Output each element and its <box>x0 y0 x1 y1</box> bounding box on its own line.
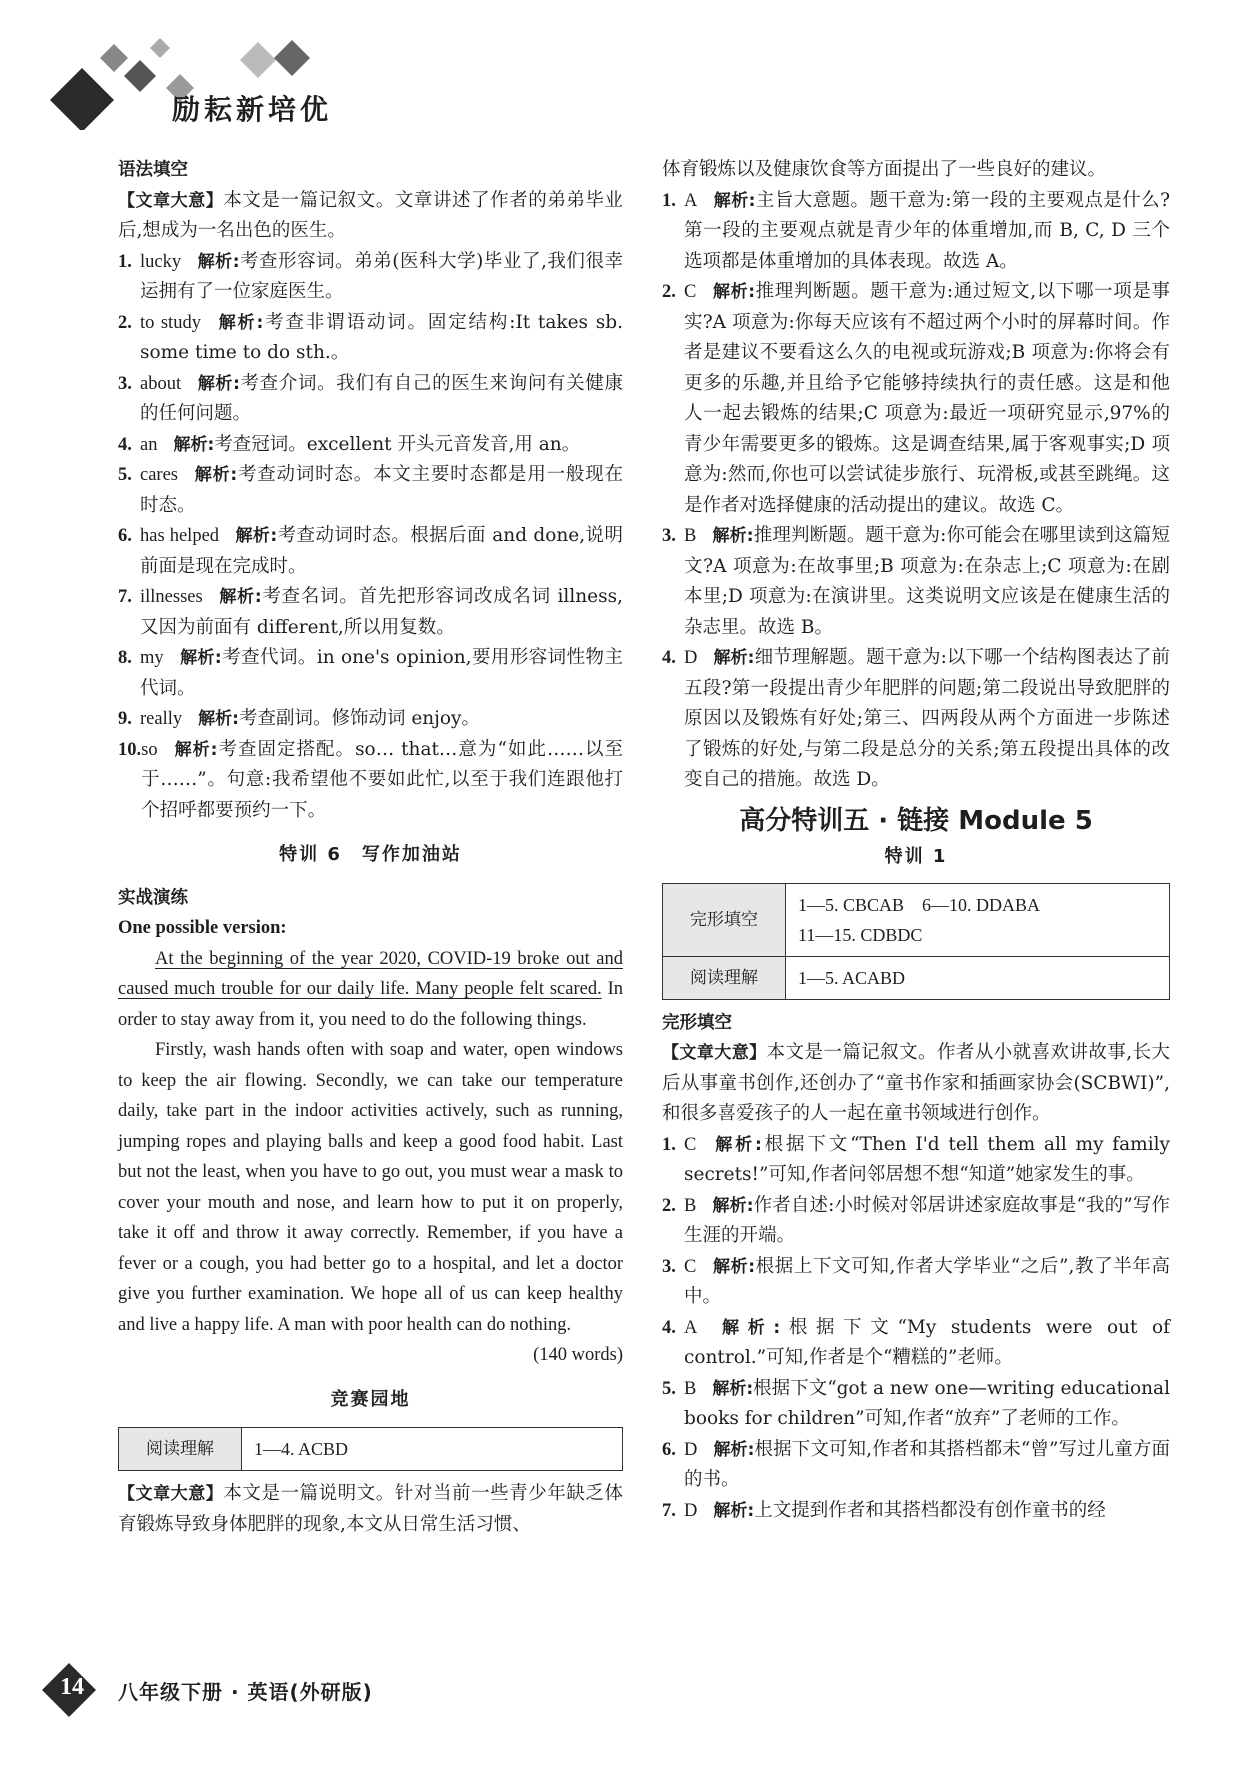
list-item <box>662 643 1170 796</box>
list-item <box>118 582 623 643</box>
table-category: 完形填空 <box>663 883 786 956</box>
item-answer: so <box>141 739 158 760</box>
item-number: 1. <box>662 190 676 211</box>
analysis-text: 根据上下文可知,作者大学毕业“之后”,教了半年高中。 <box>684 1255 1170 1307</box>
article-summary-2: 【文章大意】本文是一篇说明文。针对当前一些青少年缺乏体育锻炼导致身体肥胖的现象,本文从日常生活习惯、 <box>118 1483 623 1535</box>
analysis-label: 解析: <box>197 373 240 394</box>
item-answer: D <box>684 648 698 668</box>
item-body <box>141 735 623 827</box>
item-number: 4. <box>662 648 676 668</box>
analysis-label: 解析: <box>173 739 218 760</box>
list-item <box>662 1130 1170 1191</box>
analysis-label: 解析: <box>713 190 756 211</box>
item-number: 6. <box>118 526 132 546</box>
analysis-text: 考查动词时态。本文主要时态都是用一般现在时态。 <box>140 464 623 516</box>
list-item <box>662 186 1170 278</box>
article-summary: 【文章大意】本文是一篇记叙文。文章讲述了作者的弟弟毕业后,想成为一名出色的医生。 <box>118 189 623 241</box>
list-item <box>118 369 623 430</box>
item-body <box>684 521 1170 643</box>
table-answers: 1—5. ACABD <box>786 956 1170 999</box>
item-number: 7. <box>118 587 132 607</box>
item-answer: has helped <box>140 526 220 546</box>
analysis-label: 解析: <box>712 1378 754 1399</box>
list-item <box>118 521 623 582</box>
analysis-text: 考查非谓语动词。固定结构:It takes sb. some time to do sth.。 <box>140 311 623 363</box>
list-item <box>662 1374 1170 1435</box>
continued-text: 体育锻炼以及健康饮食等方面提出了一些良好的建议。 <box>662 159 1107 180</box>
item-number: 5. <box>662 1378 676 1399</box>
cloze-summary: 【文章大意】本文是一篇记叙文。作者从小就喜欢讲故事,长大后从事童书创作,还创办了“童书作家和插画家协会(SCBWI)”,和很多喜爱孩子的人一起在童书领域进行创作。 <box>662 1042 1171 1124</box>
item-body <box>684 1435 1170 1496</box>
analysis-label: 解析: <box>713 1317 781 1338</box>
item-body <box>140 430 623 461</box>
word-count: (140 words) <box>533 1345 623 1365</box>
list-item <box>662 277 1170 521</box>
list-item <box>118 308 623 369</box>
list-item <box>118 247 623 308</box>
list-item <box>662 1252 1170 1313</box>
item-body <box>140 369 623 430</box>
competition-answer-table <box>118 1427 623 1471</box>
analysis-text: 根据下文“got a new one—writing educational books for children”可知,作者“放弃”了老师的工作。 <box>684 1377 1170 1429</box>
analysis-label: 解析: <box>198 709 239 729</box>
item-answer: an <box>140 434 158 455</box>
item-number: 4. <box>118 434 132 455</box>
item-number: 7. <box>662 1500 676 1521</box>
right-column <box>662 155 1170 1526</box>
table-row <box>663 883 1170 956</box>
analysis-text: 考查固定搭配。so… that…意为“如此……以至于……”。句意:我希望他不要如此忙,以至于我们连跟他打个招呼都要预约一下。 <box>141 738 623 821</box>
analysis-label: 解析: <box>712 1195 754 1216</box>
list-item <box>662 1191 1170 1252</box>
item-body <box>140 521 623 582</box>
item-answer: C <box>684 1134 697 1155</box>
item-number: 3. <box>662 526 676 546</box>
analysis-text: 考查形容词。弟弟(医科大学)毕业了,我们很幸运拥有了一位家庭医生。 <box>140 250 623 302</box>
item-answer: D <box>684 1439 698 1460</box>
item-number: 10. <box>118 739 142 760</box>
analysis-label: 解析: <box>712 1256 756 1277</box>
cloze-heading: 完形填空 <box>662 1012 732 1033</box>
item-body <box>140 704 623 735</box>
grammar-fill-heading: 语法填空 <box>118 160 188 180</box>
list-item <box>118 704 623 735</box>
item-answer: B <box>684 526 697 546</box>
analysis-text: 根据下文“My students were out of control.”可知,作者是个“糟糕的”老师。 <box>684 1316 1170 1368</box>
list-item <box>662 1496 1170 1527</box>
item-number: 2. <box>118 312 132 333</box>
analysis-label: 解析: <box>712 526 754 546</box>
item-number: 1. <box>118 251 132 272</box>
analysis-text: 考查动词时态。根据后面 and done,说明前面是现在完成时。 <box>140 525 623 577</box>
item-number: 4. <box>662 1317 676 1338</box>
book-info: 八年级下册 · 英语(外研版) <box>118 1680 373 1704</box>
item-body <box>140 460 623 521</box>
item-body <box>684 1191 1170 1252</box>
analysis-text: 考查副词。修饰动词 enjoy。 <box>238 708 481 729</box>
analysis-label: 解析: <box>179 648 222 668</box>
item-answer: A <box>684 190 698 211</box>
analysis-text: 考查介词。我们有自己的医生来询问有关健康的任何问题。 <box>140 372 623 424</box>
table-row <box>119 1428 623 1471</box>
analysis-label: 解析: <box>712 282 756 302</box>
item-answer: C <box>684 1256 697 1277</box>
item-body <box>684 643 1170 796</box>
list-item <box>118 460 623 521</box>
item-answer: D <box>684 1500 698 1521</box>
item-answer: A <box>684 1317 698 1338</box>
item-body <box>684 277 1170 521</box>
item-answer: B <box>684 1378 697 1399</box>
item-number: 1. <box>662 1134 676 1155</box>
list-item <box>662 521 1170 643</box>
item-body <box>140 247 623 308</box>
list-item <box>118 643 623 704</box>
item-number: 6. <box>662 1439 676 1460</box>
page-number: 14 <box>60 1674 84 1700</box>
analysis-text: 根据下文“Then I'd tell them all my family secrets!”可知,作者问邻居想不想“知道”她家发生的事。 <box>684 1133 1170 1185</box>
analysis-text: 考查冠词。excellent 开头元音发音,用 an。 <box>214 433 581 455</box>
item-answer: cares <box>140 465 178 485</box>
item-body <box>684 1374 1170 1435</box>
item-number: 8. <box>118 648 132 668</box>
item-body <box>684 1313 1170 1374</box>
analysis-label: 解析: <box>218 587 262 607</box>
left-column <box>118 155 623 1540</box>
version-label: One possible version: <box>118 918 287 938</box>
essay-paragraph-1: At the beginning of the year 2020, COVID-19 broke out and caused much trouble for our daily life. Many people felt scared. In order to stay away from it, you need to do the following things. <box>118 948 623 1030</box>
practice-heading: 实战演练 <box>118 887 188 908</box>
item-body <box>684 1130 1170 1191</box>
analysis-label: 解析: <box>216 312 264 333</box>
training-1-answer-table <box>662 883 1170 1000</box>
item-body <box>684 1252 1170 1313</box>
item-answer: really <box>140 709 183 729</box>
table-category: 阅读理解 <box>663 956 786 999</box>
analysis-label: 解析: <box>173 434 215 455</box>
item-number: 5. <box>118 465 132 485</box>
item-body <box>140 582 623 643</box>
training-6-heading: 特训 6 写作加油站 <box>279 844 462 865</box>
item-number: 2. <box>662 282 676 302</box>
item-number: 3. <box>118 373 132 394</box>
analysis-text: 根据下文可知,作者和其搭档都未“曾”写过儿童方面的书。 <box>684 1438 1170 1490</box>
item-number: 3. <box>662 1256 676 1277</box>
essay-paragraph-2: Firstly, wash hands often with soap and water, open windows to keep the air flowing. Secondly, we can take our temperature daily, take part in the indoor activities actively, such as running, jumping ropes and playing balls and keep a good food habit. Last but not the least, when you have to go out, you must wear a mask to cover your mouth and nose, and learn how to put it on properly, take it off and throw it away correctly. Remember, if you have a fever or a cough, you had better go to a hospital, and let a doctor give you further examination. We hope all of us can keep healthy and live a happy life. A man with poor health can do nothing. <box>118 1040 623 1335</box>
analysis-label: 解析: <box>712 1134 762 1155</box>
analysis-text: 上文提到作者和其搭档都没有创作童书的经 <box>754 1499 1106 1521</box>
item-body <box>140 643 623 704</box>
item-body <box>684 186 1170 278</box>
item-answer: to study <box>140 312 201 333</box>
list-item <box>118 735 623 827</box>
item-answer: illnesses <box>140 587 203 607</box>
analysis-label: 解析: <box>197 251 240 272</box>
analysis-text: 细节理解题。题干意为:以下哪一个结构图表达了前五段?第一段提出青少年肥胖的问题;第二段说出导致肥胖的原因以及锻炼有好处;第三、四两段从两个方面进一步陈述了锻炼的好处,与第二段是总分的关系;第五段提出具体的改变自己的措施。故选 D。 <box>684 647 1170 790</box>
cloze-answer-list <box>662 1130 1170 1527</box>
table-row <box>663 956 1170 999</box>
item-answer: C <box>684 282 697 302</box>
item-number: 2. <box>662 1195 676 1216</box>
analysis-label: 解析: <box>713 1500 755 1521</box>
analysis-text: 推理判断题。题干意为:你可能会在哪里读到这篇短文?A 项意为:在故事里;B 项意为:在杂志上;C 项意为:在剧本里;D 项意为:在演讲里。这类说明文应该是在健康生活的杂志里。故选 B。 <box>684 525 1170 638</box>
item-answer: lucky <box>140 251 182 272</box>
list-item <box>118 430 623 461</box>
analysis-text: 主旨大意题。题干意为:第一段的主要观点是什么?第一段的主要观点就是青少年的体重增加,而 B, C, D 三个选项都是体重增加的具体表现。故选 A。 <box>684 189 1170 272</box>
module-5-heading: 高分特训五 · 链接 Module 5 <box>739 805 1093 836</box>
item-body <box>684 1496 1170 1527</box>
item-answer: B <box>684 1195 697 1216</box>
table-answers: 1—5. CBCAB 6—10. DDABA 11—15. CDBDC <box>786 883 1170 956</box>
analysis-label: 解析: <box>713 1439 755 1460</box>
brand-title: 励耘新培优 <box>172 93 333 126</box>
analysis-label: 解析: <box>235 526 278 546</box>
item-answer: my <box>140 648 164 668</box>
analysis-text: 考查代词。in one's opinion,要用形容词性物主代词。 <box>140 647 623 699</box>
table-category: 阅读理解 <box>119 1428 242 1471</box>
training-1-heading: 特训 1 <box>884 846 948 867</box>
item-body <box>140 308 623 369</box>
analysis-text: 作者自述:小时候对邻居讲述家庭故事是“我的”写作生涯的开端。 <box>684 1194 1170 1246</box>
analysis-text: 推理判断题。题干意为:通过短文,以下哪一项是事实?A 项意为:你每天应该有不超过两个小时的屏幕时间。作者是建议不要看这么久的电视或玩游戏;B 项意为:你将会有更多的乐趣,并且给予它能够持续执行的责任感。这是和他人一起去锻炼的结果;C 项意为:最近一项研究显示,97%的青少年需要更多的锻炼。这是调查结果,属于客观事实;D 项意为:然而,你也可以尝试徒步旅行、玩滑板,或甚至跳绳。这是作者对选择健康的活动提出的建议。故选 C。 <box>684 281 1170 516</box>
analysis-label: 解析: <box>194 465 238 485</box>
item-number: 9. <box>118 709 132 729</box>
reading-answer-list <box>662 186 1170 796</box>
analysis-text: 考查名词。首先把形容词改成名词 illness,又因为前面有 different,所以用复数。 <box>140 586 623 638</box>
grammar-answer-list <box>118 247 623 827</box>
list-item <box>662 1313 1170 1374</box>
table-answers: 1—4. ACBD <box>242 1428 623 1471</box>
item-answer: about <box>140 373 182 394</box>
analysis-label: 解析: <box>713 648 755 668</box>
list-item <box>662 1435 1170 1496</box>
competition-heading: 竞赛园地 <box>330 1388 411 1410</box>
